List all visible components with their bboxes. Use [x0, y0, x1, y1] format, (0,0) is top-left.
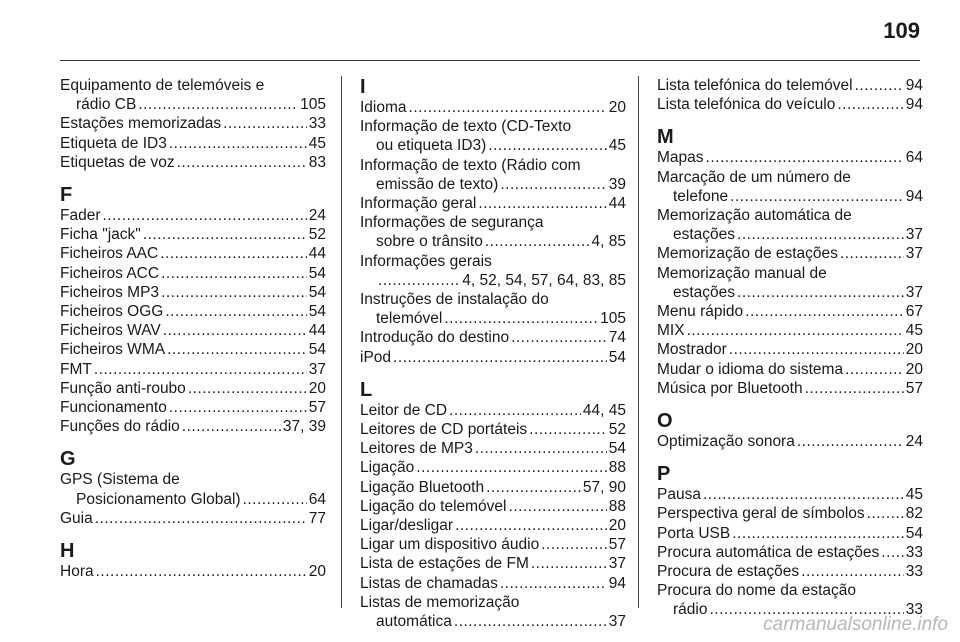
dot-leader — [188, 379, 307, 398]
dot-leader — [541, 535, 607, 554]
watermark-text: carmanualsonline.info — [763, 614, 948, 635]
index-entry — [360, 554, 626, 573]
column-divider-1 — [341, 76, 342, 608]
page-reference: 37, 39 — [282, 418, 326, 436]
index-entry — [60, 206, 326, 225]
section-letter: H — [60, 540, 75, 563]
index-term: Mudar o idioma do sistema — [657, 360, 844, 378]
dot-leader — [243, 490, 307, 509]
dot-leader — [165, 302, 306, 321]
index-entry — [60, 283, 326, 302]
index-term: Ficheiros MP3 — [60, 283, 160, 301]
dot-leader — [161, 283, 307, 302]
index-entry — [360, 458, 626, 477]
index-entry — [657, 340, 923, 359]
dot-leader — [177, 153, 307, 172]
index-entry — [360, 98, 626, 117]
column-divider-2 — [638, 76, 639, 608]
index-entry — [60, 76, 326, 114]
dot-leader — [94, 360, 307, 379]
index-entry — [657, 562, 923, 581]
index-term: Equipamento de telemóveis e — [60, 77, 265, 94]
dot-leader — [486, 478, 581, 497]
dot-leader — [138, 95, 298, 114]
page-number: 109 — [883, 18, 920, 43]
index-term: Função anti-roubo — [60, 379, 186, 397]
page-reference: 20 — [608, 517, 626, 535]
page-reference: 33 — [308, 115, 326, 133]
index-term: Procura automática de estações — [657, 543, 880, 561]
index-entry — [657, 524, 923, 543]
dot-leader — [805, 379, 904, 398]
section-letter: F — [60, 184, 73, 207]
section-letter: I — [360, 76, 366, 98]
dot-leader — [732, 524, 904, 543]
page-reference: 54 — [608, 348, 626, 366]
index-entry — [60, 340, 326, 359]
index-entry — [360, 439, 626, 458]
index-term: Estações memorizadas — [60, 115, 222, 133]
index-term: Leitor de CD — [360, 401, 448, 419]
page-reference: 57 — [608, 536, 626, 554]
page-reference: 24 — [308, 207, 326, 225]
index-term: Guia — [60, 509, 93, 527]
index-term: Posicionamento Global) — [76, 490, 241, 508]
dot-leader — [478, 194, 606, 213]
dot-leader — [730, 187, 904, 206]
page-reference: 105 — [600, 310, 626, 328]
index-term: Informação de texto (Rádio com — [360, 156, 581, 174]
index-entry — [60, 417, 326, 436]
dot-leader — [488, 136, 606, 155]
index-term: Marcação de um número de — [657, 168, 851, 186]
page-reference: 44, 45 — [582, 401, 626, 419]
index-term: Música por Bluetooth — [657, 379, 803, 397]
page-reference: 94 — [905, 187, 923, 205]
index-column-2 — [360, 76, 626, 631]
dot-leader — [416, 458, 606, 477]
dot-leader — [95, 509, 307, 528]
index-entry — [360, 290, 626, 328]
dot-leader — [182, 417, 281, 436]
index-entry — [360, 535, 626, 554]
index-term: MIX — [657, 322, 685, 340]
dot-leader — [475, 439, 607, 458]
index-term: Informações de segurança — [360, 214, 544, 232]
index-entry — [657, 95, 923, 114]
index-term: Lista de estações de FM — [360, 555, 529, 573]
index-entry — [60, 470, 326, 508]
page-reference: 64 — [308, 490, 326, 508]
index-entry — [360, 194, 626, 213]
index-term: Hora — [60, 563, 94, 581]
index-entry — [60, 398, 326, 417]
index-entry — [60, 153, 326, 172]
page-reference: 44 — [308, 245, 326, 263]
page-reference: 54 — [308, 264, 326, 282]
index-term: automática — [376, 613, 452, 631]
index-term: Leitores de CD portáteis — [360, 421, 528, 439]
section-letter: P — [657, 463, 671, 486]
index-term: Informações gerais — [360, 252, 492, 270]
index-term: Ligar um dispositivo áudio — [360, 536, 540, 554]
index-term: Memorização manual de — [657, 264, 827, 282]
index-term: Memorização automática de — [657, 207, 852, 225]
section-letter: G — [60, 448, 76, 471]
dot-leader — [163, 321, 307, 340]
dot-leader — [96, 562, 307, 581]
index-entry — [657, 206, 923, 244]
index-term: Mapas — [657, 149, 704, 167]
dot-leader — [444, 309, 598, 328]
page-reference: 4, 85 — [591, 233, 626, 251]
index-term: Funcionamento — [60, 399, 167, 417]
dot-leader — [500, 574, 607, 593]
index-term: Memorização de estações — [657, 245, 838, 263]
index-term: Informação de texto (CD-Texto — [360, 118, 572, 136]
dot-leader — [797, 432, 904, 451]
index-term: telefone — [673, 187, 729, 205]
index-term: sobre o trânsito — [376, 233, 483, 251]
page-reference: 45 — [905, 486, 923, 504]
index-entry — [60, 225, 326, 244]
index-term: Porta USB — [657, 524, 731, 542]
dot-leader — [737, 283, 904, 302]
page-reference: 57 — [308, 399, 326, 417]
page-reference: 39 — [608, 175, 626, 193]
dot-leader — [687, 321, 904, 340]
page-reference: 37 — [905, 283, 923, 301]
index-entry — [360, 401, 626, 420]
index-term: GPS (Sistema de — [60, 471, 180, 489]
page-reference: 33 — [905, 563, 923, 581]
index-entry — [657, 485, 923, 504]
dot-leader — [500, 175, 606, 194]
dot-leader — [169, 134, 307, 153]
index-term: Ficha "jack" — [60, 226, 141, 244]
page-reference: 57 — [905, 379, 923, 397]
index-column-1 — [60, 76, 326, 581]
page-reference: 54 — [308, 303, 326, 321]
index-term: Etiquetas de voz — [60, 153, 175, 171]
dot-leader — [845, 360, 904, 379]
index-term: Pausa — [657, 486, 701, 504]
index-entry — [360, 252, 626, 290]
index-entry — [657, 264, 923, 302]
index-entry — [360, 478, 626, 497]
page-reference: 4, 52, 54, 57, 64, 83, 85 — [462, 271, 626, 289]
index-term: Ficheiros ACC — [60, 264, 160, 282]
index-entry — [360, 213, 626, 251]
page-reference: 24 — [905, 433, 923, 451]
page-reference: 45 — [905, 322, 923, 340]
index-term: FMT — [60, 360, 92, 378]
page-reference: 37 — [608, 613, 626, 631]
index-entry — [60, 134, 326, 153]
page-reference: 94 — [608, 574, 626, 592]
index-entry — [360, 348, 626, 367]
dot-leader — [103, 206, 307, 225]
dot-leader — [511, 328, 607, 347]
page-reference: 20 — [905, 341, 923, 359]
index-term: Procura do nome da estação — [657, 582, 857, 600]
index-term: emissão de texto) — [376, 175, 499, 193]
index-term: Funções do rádio — [60, 418, 180, 436]
page-reference: 37 — [608, 555, 626, 573]
header-rule — [60, 60, 920, 61]
page-reference: 64 — [905, 149, 923, 167]
page-reference: 54 — [905, 524, 923, 542]
page-reference: 52 — [608, 421, 626, 439]
index-entry — [60, 302, 326, 321]
dot-leader — [531, 554, 607, 573]
section-letter: O — [657, 410, 673, 433]
index-entry — [657, 168, 923, 206]
index-entry — [657, 543, 923, 562]
index-column-3 — [657, 76, 923, 620]
dot-leader — [706, 148, 904, 167]
index-entry — [60, 321, 326, 340]
dot-leader — [455, 516, 607, 535]
page-reference: 77 — [308, 509, 326, 527]
page-reference: 83 — [308, 153, 326, 171]
section-letter: M — [657, 126, 674, 149]
index-term: Lista telefónica do telemóvel — [657, 77, 853, 94]
page-reference: 88 — [608, 497, 626, 515]
index-term: Ligação do telemóvel — [360, 497, 507, 515]
index-entry — [360, 156, 626, 194]
index-term: Procura de estações — [657, 563, 800, 581]
index-entry — [60, 509, 326, 528]
index-term: Informação geral — [360, 195, 477, 213]
page-reference: 20 — [608, 99, 626, 116]
page-reference: 57, 90 — [582, 478, 626, 496]
dot-leader — [837, 95, 903, 114]
dot-leader — [840, 244, 904, 263]
dot-leader — [867, 504, 904, 523]
index-term: Optimização sonora — [657, 433, 795, 451]
dot-leader — [745, 302, 904, 321]
index-entry — [657, 148, 923, 167]
page-reference: 37 — [905, 226, 923, 244]
index-term: Idioma — [360, 99, 407, 116]
page-reference: 44 — [308, 322, 326, 340]
index-term: Ficheiros WMA — [60, 341, 166, 359]
page-reference: 37 — [308, 360, 326, 378]
page-reference: 33 — [905, 543, 923, 561]
index-term: Ligar/desligar — [360, 517, 454, 535]
dot-leader — [737, 225, 904, 244]
index-term: estações — [673, 226, 736, 244]
index-entry — [360, 574, 626, 593]
page-reference: 44 — [608, 195, 626, 213]
page-reference: 52 — [308, 226, 326, 244]
dot-leader — [223, 114, 307, 133]
index-term: Ficheiros OGG — [60, 303, 164, 321]
dot-leader — [729, 340, 904, 359]
dot-leader — [881, 543, 903, 562]
index-term: ou etiqueta ID3) — [376, 137, 487, 155]
dot-leader — [160, 244, 307, 263]
page-reference: 88 — [608, 459, 626, 477]
page-reference: 67 — [905, 303, 923, 321]
index-term: rádio — [673, 601, 708, 619]
dot-leader — [393, 348, 607, 367]
index-entry — [360, 497, 626, 516]
dot-leader — [509, 497, 607, 516]
index-term: Instruções de instalação do — [360, 291, 549, 309]
dot-leader — [703, 485, 904, 504]
index-entry — [60, 114, 326, 133]
page-reference: 20 — [905, 360, 923, 378]
index-term: estações — [673, 283, 736, 301]
page-reference: 45 — [608, 137, 626, 155]
index-term: iPod — [360, 348, 392, 366]
index-term: Listas de chamadas — [360, 574, 498, 592]
dot-leader — [167, 340, 307, 359]
index-term: Ligação Bluetooth — [360, 478, 485, 496]
dot-leader — [169, 398, 307, 417]
index-entry — [60, 562, 326, 581]
index-term: Lista telefónica do veículo — [657, 96, 836, 114]
dot-leader — [529, 420, 607, 439]
index-entry — [60, 244, 326, 263]
page-reference: 105 — [300, 96, 326, 114]
page-reference: 33 — [905, 601, 923, 619]
section-letter: L — [360, 378, 373, 401]
dot-leader — [378, 271, 460, 290]
dot-leader — [855, 76, 904, 95]
index-entry — [657, 504, 923, 523]
index-entry — [657, 432, 923, 451]
index-entry — [657, 76, 923, 95]
index-entry — [60, 360, 326, 379]
index-term: Fader — [60, 207, 101, 225]
index-term: Ficheiros WAV — [60, 322, 161, 340]
index-entry — [360, 328, 626, 347]
index-entry — [657, 321, 923, 340]
index-term: rádio CB — [76, 96, 137, 114]
dot-leader — [161, 264, 307, 283]
index-term: Introdução do destino — [360, 329, 510, 347]
index-term: Perspectiva geral de símbolos — [657, 505, 865, 523]
page-reference: 20 — [308, 563, 326, 581]
index-term: telemóvel — [376, 310, 443, 328]
page-reference: 74 — [608, 329, 626, 347]
index-term: Ficheiros AAC — [60, 245, 159, 263]
page-reference: 54 — [308, 283, 326, 301]
index-term: Listas de memorização — [360, 593, 520, 611]
index-entry — [360, 593, 626, 631]
index-term: Menu rápido — [657, 303, 744, 321]
index-term: Etiqueta de ID3 — [60, 134, 167, 152]
index-entry — [360, 117, 626, 155]
index-entry — [60, 379, 326, 398]
index-entry — [657, 379, 923, 398]
dot-leader — [485, 232, 590, 251]
dot-leader — [143, 225, 307, 244]
dot-leader — [449, 401, 581, 420]
dot-leader — [454, 612, 607, 631]
index-entry — [360, 420, 626, 439]
page-reference: 37 — [905, 245, 923, 263]
index-entry — [657, 302, 923, 321]
index-term: Leitores de MP3 — [360, 440, 473, 458]
index-term: Mostrador — [657, 341, 727, 359]
page-reference: 82 — [905, 505, 923, 523]
page-reference: 94 — [905, 77, 923, 94]
dot-leader — [409, 98, 607, 117]
index-entry — [657, 360, 923, 379]
page-reference: 20 — [308, 379, 326, 397]
index-entry — [60, 264, 326, 283]
page-reference: 94 — [905, 96, 923, 114]
page-reference: 45 — [308, 134, 326, 152]
index-entry — [360, 516, 626, 535]
page-reference: 54 — [608, 440, 626, 458]
dot-leader — [801, 562, 904, 581]
index-entry — [657, 244, 923, 263]
page-reference: 54 — [308, 341, 326, 359]
index-term: Ligação — [360, 459, 415, 477]
